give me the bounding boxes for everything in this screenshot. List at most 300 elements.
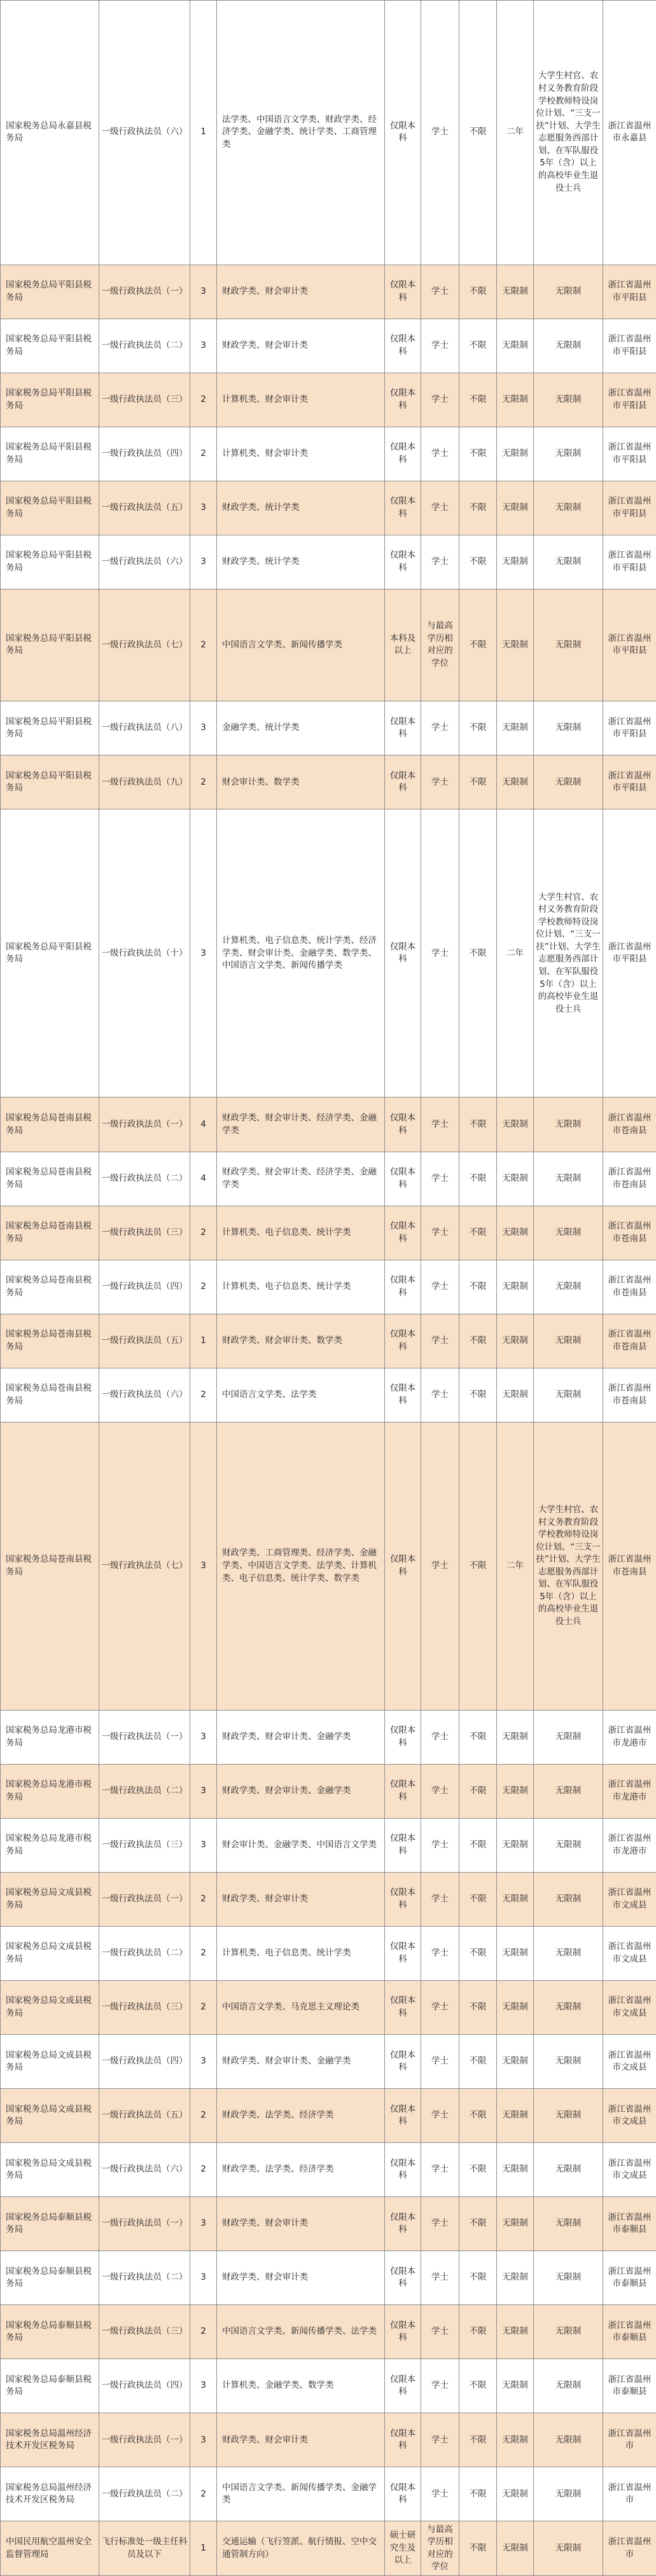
- position-cell: 一级行政执法员（九）: [99, 755, 190, 809]
- degree-cell: 学士: [421, 1152, 459, 1206]
- applicant-scope-cell: 无限制: [534, 2035, 603, 2089]
- work-location-cell: 浙江省温州市平阳县: [603, 265, 656, 319]
- headcount-cell: 2: [190, 589, 217, 701]
- political-status-cell: 不限: [459, 2143, 497, 2197]
- degree-cell: 学士: [421, 373, 459, 427]
- political-status-cell: 不限: [459, 1314, 497, 1368]
- degree-cell: 学士: [421, 1098, 459, 1152]
- headcount-cell: 1: [190, 2521, 217, 2576]
- political-status-cell: 不限: [459, 701, 497, 755]
- headcount-cell: 3: [190, 2035, 217, 2089]
- department-cell: 国家税务总局温州经济技术开发区税务局: [1, 2467, 99, 2521]
- education-cell: 仅限本科: [385, 1710, 421, 1764]
- degree-cell: 学士: [421, 1872, 459, 1926]
- degree-cell: 学士: [421, 2089, 459, 2143]
- education-cell: 仅限本科: [385, 1314, 421, 1368]
- education-cell: 仅限本科: [385, 755, 421, 809]
- department-cell: 国家税务总局苍南县税务局: [1, 1314, 99, 1368]
- degree-cell: 学士: [421, 1314, 459, 1368]
- department-cell: 国家税务总局永嘉县税务局: [1, 1, 99, 265]
- education-cell: 仅限本科: [385, 2035, 421, 2089]
- political-status-cell: 不限: [459, 2521, 497, 2576]
- applicant-scope-cell: 无限制: [534, 1981, 603, 2035]
- department-cell: 国家税务总局文成县税务局: [1, 1926, 99, 1980]
- degree-cell: 学士: [421, 1422, 459, 1710]
- department-cell: 国家税务总局泰顺县税务局: [1, 2251, 99, 2305]
- department-cell: 国家税务总局平阳县税务局: [1, 265, 99, 319]
- major-cell: 财政学类、财会审计类、金融学类: [217, 2035, 385, 2089]
- major-cell: 财政学类、财会审计类、金融学类: [217, 1710, 385, 1764]
- table-row: [1, 1872, 656, 1926]
- position-cell: 一级行政执法员（一）: [99, 1710, 190, 1764]
- table-row: [1, 1314, 656, 1368]
- political-status-cell: 不限: [459, 589, 497, 701]
- department-cell: 国家税务总局苍南县税务局: [1, 1368, 99, 1422]
- work-location-cell: 浙江省温州市苍南县: [603, 1152, 656, 1206]
- position-cell: 一级行政执法员（二）: [99, 1152, 190, 1206]
- headcount-cell: 2: [190, 1981, 217, 2035]
- degree-cell: 学士: [421, 1206, 459, 1260]
- department-cell: 国家税务总局文成县税务局: [1, 2143, 99, 2197]
- headcount-cell: 3: [190, 319, 217, 373]
- department-cell: 国家税务总局龙港市税务局: [1, 1710, 99, 1764]
- education-cell: 仅限本科: [385, 1981, 421, 2035]
- position-cell: 一级行政执法员（二）: [99, 319, 190, 373]
- political-status-cell: 不限: [459, 1260, 497, 1314]
- major-cell: 金融学类、统计学类: [217, 701, 385, 755]
- major-cell: 财会审计类、金融学类、中国语言文学类: [217, 1818, 385, 1872]
- work-location-cell: 浙江省温州市文成县: [603, 1926, 656, 1980]
- applicant-scope-cell: 无限制: [534, 2305, 603, 2359]
- department-cell: 中国民用航空温州安全监督管理局: [1, 2521, 99, 2576]
- position-cell: 一级行政执法员（六）: [99, 1, 190, 265]
- political-status-cell: 不限: [459, 481, 497, 535]
- department-cell: 国家税务总局苍南县税务局: [1, 1152, 99, 1206]
- major-cell: 财政学类、统计学类: [217, 481, 385, 535]
- degree-cell: 与最高学历相对应的学位: [421, 2521, 459, 2576]
- work-experience-cell: 无限制: [497, 2251, 534, 2305]
- work-location-cell: 浙江省温州市龙港市: [603, 1710, 656, 1764]
- table-row: [1, 1098, 656, 1152]
- position-cell: 一级行政执法员（十）: [99, 809, 190, 1098]
- work-location-cell: 浙江省温州市: [603, 2467, 656, 2521]
- table-row: [1, 2359, 656, 2413]
- table-row: [1, 481, 656, 535]
- position-cell: 一级行政执法员（五）: [99, 481, 190, 535]
- work-experience-cell: 无限制: [497, 1206, 534, 1260]
- work-location-cell: 浙江省温州市平阳县: [603, 535, 656, 589]
- headcount-cell: 3: [190, 1710, 217, 1764]
- headcount-cell: 2: [190, 1368, 217, 1422]
- department-cell: 国家税务总局苍南县税务局: [1, 1260, 99, 1314]
- education-cell: 本科及以上: [385, 589, 421, 701]
- work-location-cell: 浙江省温州市泰顺县: [603, 2197, 656, 2251]
- applicant-scope-cell: 无限制: [534, 2197, 603, 2251]
- headcount-cell: 2: [190, 755, 217, 809]
- education-cell: 仅限本科: [385, 2197, 421, 2251]
- education-cell: 仅限本科: [385, 1764, 421, 1818]
- work-location-cell: 浙江省温州市苍南县: [603, 1368, 656, 1422]
- political-status-cell: 不限: [459, 427, 497, 481]
- work-location-cell: 浙江省温州市永嘉县: [603, 1, 656, 265]
- applicant-scope-cell: 无限制: [534, 481, 603, 535]
- department-cell: 国家税务总局平阳县税务局: [1, 427, 99, 481]
- work-experience-cell: 二年: [497, 1422, 534, 1710]
- political-status-cell: 不限: [459, 1764, 497, 1818]
- major-cell: 财政学类、财会审计类、经济学类、金融学类: [217, 1098, 385, 1152]
- work-experience-cell: 无限制: [497, 2197, 534, 2251]
- work-experience-cell: 无限制: [497, 1981, 534, 2035]
- table-row: [1, 1710, 656, 1764]
- political-status-cell: 不限: [459, 1872, 497, 1926]
- work-experience-cell: 无限制: [497, 1764, 534, 1818]
- position-cell: 一级行政执法员（一）: [99, 265, 190, 319]
- major-cell: 财政学类、法学类、经济学类: [217, 2143, 385, 2197]
- degree-cell: 学士: [421, 427, 459, 481]
- work-experience-cell: 无限制: [497, 2035, 534, 2089]
- work-experience-cell: 无限制: [497, 2521, 534, 2576]
- degree-cell: 学士: [421, 535, 459, 589]
- major-cell: 计算机类、电子信息类、统计学类、经济学类、财会审计类、金融学类、数学类、中国语言文学类、新闻传播学类: [217, 809, 385, 1098]
- work-experience-cell: 无限制: [497, 589, 534, 701]
- table-row: [1, 535, 656, 589]
- department-cell: 国家税务总局苍南县税务局: [1, 1206, 99, 1260]
- work-experience-cell: 二年: [497, 1, 534, 265]
- position-cell: 一级行政执法员（二）: [99, 1926, 190, 1980]
- degree-cell: 学士: [421, 2305, 459, 2359]
- work-location-cell: 浙江省温州市: [603, 2413, 656, 2467]
- department-cell: 国家税务总局平阳县税务局: [1, 373, 99, 427]
- work-experience-cell: 无限制: [497, 2359, 534, 2413]
- political-status-cell: 不限: [459, 1206, 497, 1260]
- major-cell: 计算机类、财会审计类: [217, 427, 385, 481]
- education-cell: 仅限本科: [385, 2251, 421, 2305]
- major-cell: 财政学类、工商管理类、经济学类、金融学类、中国语言文学类、法学类、计算机类、电子信息类、统计学类、数学类: [217, 1422, 385, 1710]
- headcount-cell: 4: [190, 1098, 217, 1152]
- applicant-scope-cell: 无限制: [534, 1368, 603, 1422]
- headcount-cell: 3: [190, 481, 217, 535]
- political-status-cell: 不限: [459, 1152, 497, 1206]
- major-cell: 中国语言文学类、新闻传播学类、法学类: [217, 2305, 385, 2359]
- major-cell: 计算机类、电子信息类、统计学类: [217, 1260, 385, 1314]
- headcount-cell: 3: [190, 535, 217, 589]
- major-cell: 财会审计类、数学类: [217, 755, 385, 809]
- work-experience-cell: 无限制: [497, 2305, 534, 2359]
- degree-cell: 学士: [421, 265, 459, 319]
- position-cell: 一级行政执法员（四）: [99, 2359, 190, 2413]
- degree-cell: 学士: [421, 1926, 459, 1980]
- work-location-cell: 浙江省温州市平阳县: [603, 589, 656, 701]
- education-cell: 仅限本科: [385, 2467, 421, 2521]
- position-cell: 飞行标准处一级主任科员及以下: [99, 2521, 190, 2576]
- major-cell: 财政学类、财会审计类、金融学类: [217, 1764, 385, 1818]
- department-cell: 国家税务总局平阳县税务局: [1, 589, 99, 701]
- position-cell: 一级行政执法员（四）: [99, 427, 190, 481]
- table-row: [1, 1368, 656, 1422]
- table-row: [1, 1152, 656, 1206]
- work-experience-cell: 无限制: [497, 373, 534, 427]
- work-location-cell: 浙江省温州市文成县: [603, 2089, 656, 2143]
- table-row: [1, 2035, 656, 2089]
- work-experience-cell: 无限制: [497, 2143, 534, 2197]
- position-cell: 一级行政执法员（八）: [99, 701, 190, 755]
- education-cell: 仅限本科: [385, 481, 421, 535]
- headcount-cell: 2: [190, 1872, 217, 1926]
- political-status-cell: 不限: [459, 2089, 497, 2143]
- education-cell: 硕士研究生及以上: [385, 2521, 421, 2576]
- department-cell: 国家税务总局文成县税务局: [1, 1872, 99, 1926]
- education-cell: 仅限本科: [385, 1926, 421, 1980]
- education-cell: 仅限本科: [385, 2359, 421, 2413]
- major-cell: 财政学类、财会审计类: [217, 265, 385, 319]
- work-experience-cell: 无限制: [497, 319, 534, 373]
- education-cell: 仅限本科: [385, 1818, 421, 1872]
- applicant-scope-cell: 无限制: [534, 1314, 603, 1368]
- degree-cell: 学士: [421, 2143, 459, 2197]
- headcount-cell: 3: [190, 809, 217, 1098]
- department-cell: 国家税务总局文成县税务局: [1, 2089, 99, 2143]
- applicant-scope-cell: 无限制: [534, 1152, 603, 1206]
- degree-cell: 学士: [421, 2467, 459, 2521]
- degree-cell: 学士: [421, 1981, 459, 2035]
- work-experience-cell: 无限制: [497, 1926, 534, 1980]
- education-cell: 仅限本科: [385, 1422, 421, 1710]
- political-status-cell: 不限: [459, 809, 497, 1098]
- department-cell: 国家税务总局龙港市税务局: [1, 1818, 99, 1872]
- department-cell: 国家税务总局平阳县税务局: [1, 755, 99, 809]
- major-cell: 中国语言文学类、新闻传播学类: [217, 589, 385, 701]
- applicant-scope-cell: 无限制: [534, 2359, 603, 2413]
- work-location-cell: 浙江省温州市平阳县: [603, 373, 656, 427]
- degree-cell: 与最高学历相对应的学位: [421, 589, 459, 701]
- table-row: [1, 2143, 656, 2197]
- headcount-cell: 3: [190, 1764, 217, 1818]
- degree-cell: 学士: [421, 1, 459, 265]
- table-body: [1, 1, 656, 2576]
- department-cell: 国家税务总局平阳县税务局: [1, 535, 99, 589]
- work-location-cell: 浙江省温州市文成县: [603, 2143, 656, 2197]
- degree-cell: 学士: [421, 1368, 459, 1422]
- work-experience-cell: 无限制: [497, 1260, 534, 1314]
- position-cell: 一级行政执法员（六）: [99, 535, 190, 589]
- applicant-scope-cell: 大学生村官、农村义务教育阶段学校教师特设岗位计划、“三支一扶”计划、大学生志愿服务西部计划、在军队服役5年（含）以上的高校毕业生退役士兵: [534, 809, 603, 1098]
- table-row: [1, 701, 656, 755]
- headcount-cell: 2: [190, 2305, 217, 2359]
- position-cell: 一级行政执法员（四）: [99, 2035, 190, 2089]
- table-row: [1, 2251, 656, 2305]
- headcount-cell: 2: [190, 1260, 217, 1314]
- applicant-scope-cell: 无限制: [534, 373, 603, 427]
- education-cell: 仅限本科: [385, 319, 421, 373]
- degree-cell: 学士: [421, 755, 459, 809]
- applicant-scope-cell: 无限制: [534, 1098, 603, 1152]
- position-cell: 一级行政执法员（六）: [99, 1368, 190, 1422]
- position-cell: 一级行政执法员（七）: [99, 589, 190, 701]
- table-row: [1, 427, 656, 481]
- political-status-cell: 不限: [459, 1422, 497, 1710]
- department-cell: 国家税务总局文成县税务局: [1, 2035, 99, 2089]
- major-cell: 计算机类、电子信息类、统计学类: [217, 1206, 385, 1260]
- table-row: [1, 1981, 656, 2035]
- department-cell: 国家税务总局苍南县税务局: [1, 1098, 99, 1152]
- headcount-cell: 3: [190, 1422, 217, 1710]
- headcount-cell: 4: [190, 1152, 217, 1206]
- major-cell: 计算机类、财会审计类: [217, 373, 385, 427]
- political-status-cell: 不限: [459, 2305, 497, 2359]
- education-cell: 仅限本科: [385, 427, 421, 481]
- degree-cell: 学士: [421, 1260, 459, 1314]
- political-status-cell: 不限: [459, 1, 497, 265]
- political-status-cell: 不限: [459, 1368, 497, 1422]
- work-experience-cell: 无限制: [497, 1314, 534, 1368]
- degree-cell: 学士: [421, 481, 459, 535]
- major-cell: 中国语言文学类、法学类: [217, 1368, 385, 1422]
- applicant-scope-cell: 无限制: [534, 589, 603, 701]
- table-row: [1, 755, 656, 809]
- applicant-scope-cell: 无限制: [534, 2467, 603, 2521]
- table-row: [1, 1926, 656, 1980]
- department-cell: 国家税务总局龙港市税务局: [1, 1764, 99, 1818]
- position-cell: 一级行政执法员（二）: [99, 2467, 190, 2521]
- major-cell: 财政学类、财会审计类、经济学类、金融学类: [217, 1152, 385, 1206]
- position-cell: 一级行政执法员（四）: [99, 1260, 190, 1314]
- major-cell: 财政学类、统计学类: [217, 535, 385, 589]
- major-cell: 财政学类、财会审计类、数学类: [217, 1314, 385, 1368]
- table-row: [1, 1260, 656, 1314]
- applicant-scope-cell: 无限制: [534, 1206, 603, 1260]
- degree-cell: 学士: [421, 809, 459, 1098]
- applicant-scope-cell: 无限制: [534, 2251, 603, 2305]
- position-cell: 一级行政执法员（一）: [99, 1872, 190, 1926]
- department-cell: 国家税务总局泰顺县税务局: [1, 2359, 99, 2413]
- degree-cell: 学士: [421, 1818, 459, 1872]
- applicant-scope-cell: 无限制: [534, 1764, 603, 1818]
- education-cell: 仅限本科: [385, 2413, 421, 2467]
- political-status-cell: 不限: [459, 2035, 497, 2089]
- headcount-cell: 2: [190, 1206, 217, 1260]
- table-row: [1, 319, 656, 373]
- political-status-cell: 不限: [459, 2251, 497, 2305]
- work-experience-cell: 无限制: [497, 427, 534, 481]
- work-experience-cell: 无限制: [497, 265, 534, 319]
- table-row: [1, 2089, 656, 2143]
- applicant-scope-cell: 无限制: [534, 427, 603, 481]
- applicant-scope-cell: 无限制: [534, 2143, 603, 2197]
- education-cell: 仅限本科: [385, 809, 421, 1098]
- education-cell: 仅限本科: [385, 265, 421, 319]
- work-location-cell: 浙江省温州市平阳县: [603, 809, 656, 1098]
- applicant-scope-cell: 无限制: [534, 1872, 603, 1926]
- political-status-cell: 不限: [459, 373, 497, 427]
- education-cell: 仅限本科: [385, 2089, 421, 2143]
- education-cell: 仅限本科: [385, 1, 421, 265]
- work-location-cell: 浙江省温州市苍南县: [603, 1314, 656, 1368]
- headcount-cell: 2: [190, 2143, 217, 2197]
- applicant-scope-cell: 无限制: [534, 1818, 603, 1872]
- table-row: [1, 265, 656, 319]
- major-cell: 财政学类、财会审计类: [217, 2413, 385, 2467]
- major-cell: 计算机类、电子信息类、统计学类: [217, 1926, 385, 1980]
- applicant-scope-cell: 无限制: [534, 2413, 603, 2467]
- work-location-cell: 浙江省温州市文成县: [603, 1872, 656, 1926]
- education-cell: 仅限本科: [385, 2143, 421, 2197]
- table-row: [1, 1206, 656, 1260]
- position-cell: 一级行政执法员（三）: [99, 373, 190, 427]
- work-experience-cell: 无限制: [497, 701, 534, 755]
- department-cell: 国家税务总局泰顺县税务局: [1, 2197, 99, 2251]
- degree-cell: 学士: [421, 319, 459, 373]
- work-location-cell: 浙江省温州市平阳县: [603, 701, 656, 755]
- table-row: [1, 2305, 656, 2359]
- work-location-cell: 浙江省温州市平阳县: [603, 755, 656, 809]
- major-cell: 中国语言文学类、新闻传播学类、金融学类: [217, 2467, 385, 2521]
- department-cell: 国家税务总局平阳县税务局: [1, 809, 99, 1098]
- work-experience-cell: 无限制: [497, 2413, 534, 2467]
- major-cell: 中国语言文学类、马克思主义理论类: [217, 1981, 385, 2035]
- work-experience-cell: 无限制: [497, 2467, 534, 2521]
- headcount-cell: 3: [190, 2359, 217, 2413]
- degree-cell: 学士: [421, 2035, 459, 2089]
- education-cell: 仅限本科: [385, 1206, 421, 1260]
- work-experience-cell: 二年: [497, 809, 534, 1098]
- major-cell: 财政学类、财会审计类: [217, 1872, 385, 1926]
- work-location-cell: 浙江省温州市苍南县: [603, 1098, 656, 1152]
- work-location-cell: 浙江省温州市文成县: [603, 2035, 656, 2089]
- education-cell: 仅限本科: [385, 1368, 421, 1422]
- political-status-cell: 不限: [459, 535, 497, 589]
- major-cell: 财政学类、法学类、经济学类: [217, 2089, 385, 2143]
- headcount-cell: 3: [190, 2251, 217, 2305]
- work-location-cell: 浙江省温州市平阳县: [603, 481, 656, 535]
- work-experience-cell: 无限制: [497, 535, 534, 589]
- applicant-scope-cell: 无限制: [534, 701, 603, 755]
- degree-cell: 学士: [421, 701, 459, 755]
- education-cell: 仅限本科: [385, 373, 421, 427]
- headcount-cell: 2: [190, 2089, 217, 2143]
- headcount-cell: 2: [190, 373, 217, 427]
- education-cell: 仅限本科: [385, 2305, 421, 2359]
- table-row: [1, 1422, 656, 1710]
- work-location-cell: 浙江省温州市: [603, 2521, 656, 2576]
- degree-cell: 学士: [421, 2359, 459, 2413]
- education-cell: 仅限本科: [385, 701, 421, 755]
- department-cell: 国家税务总局泰顺县税务局: [1, 2305, 99, 2359]
- position-cell: 一级行政执法员（三）: [99, 2305, 190, 2359]
- major-cell: 财政学类、财会审计类: [217, 319, 385, 373]
- work-experience-cell: 无限制: [497, 1872, 534, 1926]
- education-cell: 仅限本科: [385, 1872, 421, 1926]
- position-cell: 一级行政执法员（二）: [99, 1764, 190, 1818]
- major-cell: 计算机类、金融学类、数学类: [217, 2359, 385, 2413]
- position-cell: 一级行政执法员（一）: [99, 1098, 190, 1152]
- work-location-cell: 浙江省温州市泰顺县: [603, 2305, 656, 2359]
- applicant-scope-cell: 无限制: [534, 755, 603, 809]
- table-row: [1, 1818, 656, 1872]
- major-cell: 财政学类、财会审计类: [217, 2251, 385, 2305]
- work-experience-cell: 无限制: [497, 2089, 534, 2143]
- table-row: [1, 1764, 656, 1818]
- applicant-scope-cell: 无限制: [534, 1260, 603, 1314]
- major-cell: 财政学类、财会审计类: [217, 2197, 385, 2251]
- work-location-cell: 浙江省温州市苍南县: [603, 1260, 656, 1314]
- work-location-cell: 浙江省温州市苍南县: [603, 1422, 656, 1710]
- table-row: [1, 2521, 656, 2576]
- major-cell: 交通运输（飞行签派、航行情报、空中交通管制方向）: [217, 2521, 385, 2576]
- work-location-cell: 浙江省温州市平阳县: [603, 319, 656, 373]
- department-cell: 国家税务总局平阳县税务局: [1, 701, 99, 755]
- applicant-scope-cell: 大学生村官、农村义务教育阶段学校教师特设岗位计划、“三支一扶”计划、大学生志愿服务西部计划、在军队服役5年（含）以上的高校毕业生退役士兵: [534, 1422, 603, 1710]
- headcount-cell: 3: [190, 2413, 217, 2467]
